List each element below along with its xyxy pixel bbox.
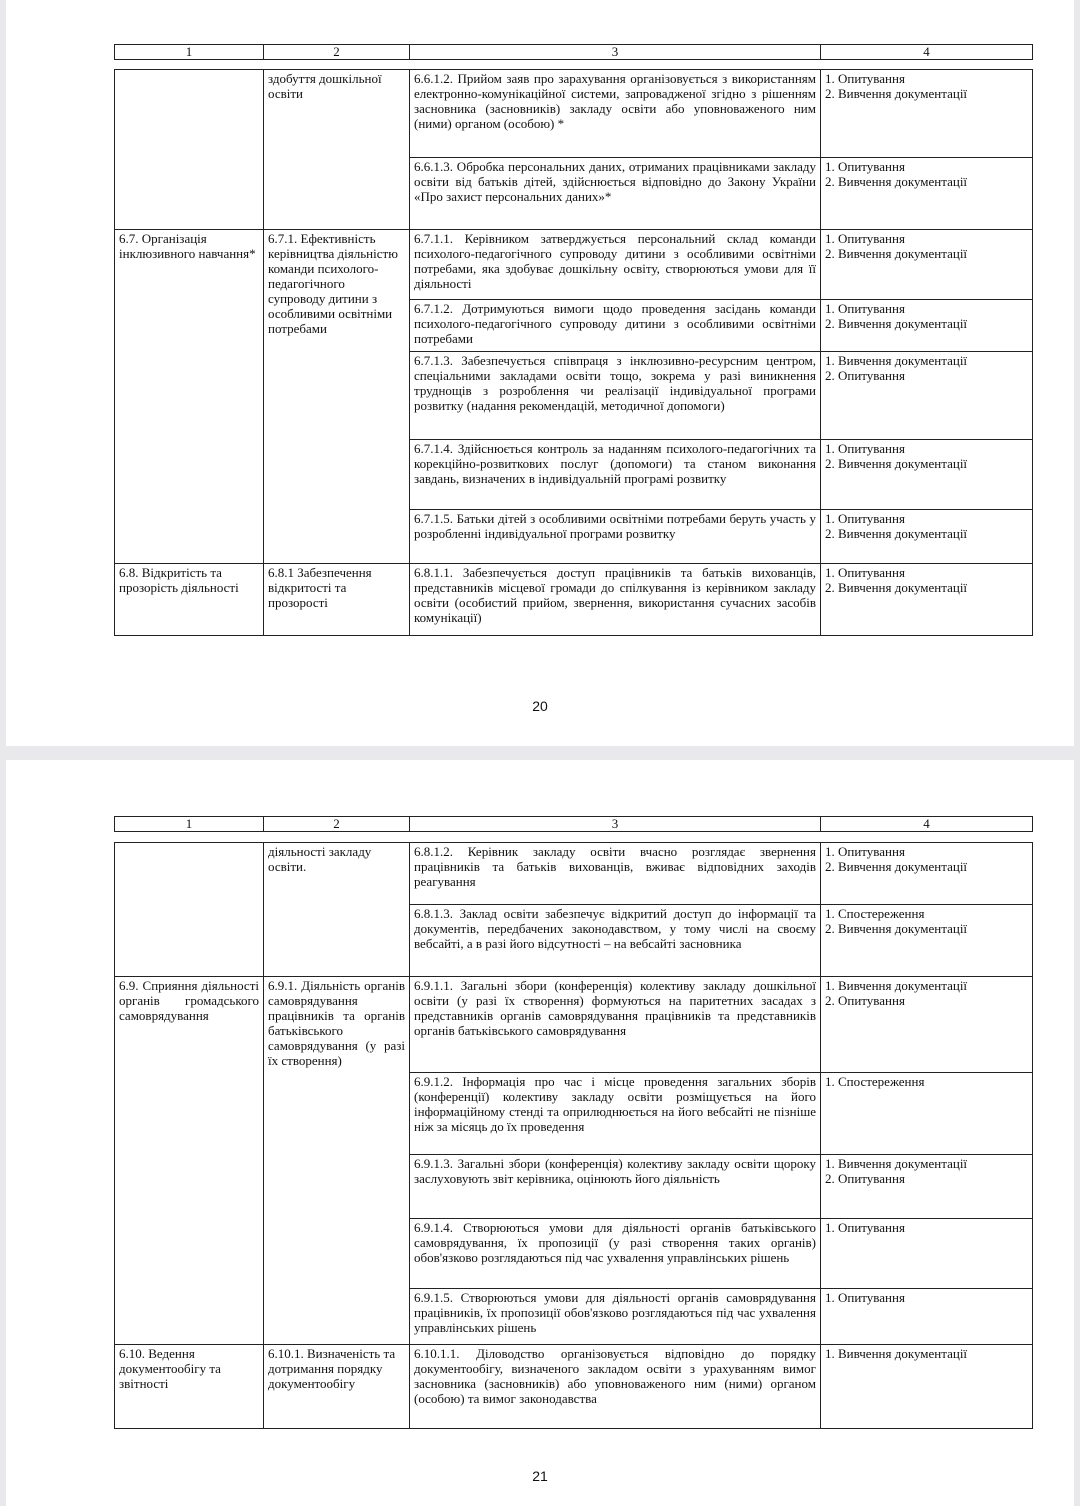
- section-6-7: 6.7. Організація інклюзивного навчання*: [115, 230, 264, 564]
- indicator-6-7-1-2: 6.7.1.2. Дотримуються вимоги щодо проведення засідань команди психолого-педагогічного супроводу дитини з особливими освітніми потребами: [410, 300, 821, 352]
- methods-cell: [821, 158, 1033, 230]
- method-item: 1. Вивчення документації: [825, 1156, 968, 1171]
- methods-cell: [821, 905, 1033, 977]
- indicator-6-9-1-3: 6.9.1.3. Загальні збори (конференція) колективу закладу освіти щороку заслуховують звіт керівника, оцінюють його діяльність: [410, 1155, 821, 1219]
- table-row: [115, 70, 1033, 158]
- column-number-header: [114, 44, 1033, 60]
- indicator-6-8-1-1: 6.8.1.1. Забезпечується доступ працівників та батьків вихованців, представників місцевої громади до спілкування із керівником закладу освіти (особистий прийом, звернення, використання сучасних засобів комунікації): [410, 564, 821, 636]
- method-item: 1. Вивчення документації: [825, 1346, 968, 1361]
- table-row: [115, 564, 1033, 636]
- section-6-10: 6.10. Ведення документообігу та звітності: [115, 1345, 264, 1429]
- methods-cell: [821, 1345, 1033, 1429]
- header-col-2: 2: [264, 817, 410, 832]
- method-item: 2. Вивчення документації: [825, 859, 968, 874]
- method-item: 1. Спостереження: [825, 906, 925, 921]
- indicator-6-9-1-1: 6.9.1.1. Загальні збори (конференція) колективу закладу дошкільної освіти (у разі їх створення) формуються на паритетних засадах з представників органів самоврядування працівників та представників органів батьківського самоврядування: [410, 977, 821, 1073]
- method-item: 1. Опитування: [825, 301, 905, 316]
- method-item: 2. Вивчення документації: [825, 456, 968, 471]
- criterion-cell: здобуття дошкільної освіти: [264, 70, 410, 230]
- methods-cell: [821, 352, 1033, 440]
- header-col-1: 1: [115, 817, 264, 832]
- section-6-8: 6.8. Відкритість та прозорість діяльності: [115, 564, 264, 636]
- method-item: 2. Вивчення документації: [825, 316, 968, 331]
- method-item: 1. Опитування: [825, 844, 905, 859]
- methods-cell: [821, 510, 1033, 564]
- header-col-1: 1: [115, 45, 264, 60]
- methods-cell: [821, 300, 1033, 352]
- method-item: 1. Опитування: [825, 1220, 905, 1235]
- header-col-3: 3: [410, 45, 821, 60]
- method-item: 1. Вивчення документації: [825, 353, 968, 368]
- criterion-6-9-1: 6.9.1. Діяльність органів самоврядування працівників та органів батьківського самоврядування (у разі їх створення): [264, 977, 410, 1345]
- indicator-6-9-1-2: 6.9.1.2. Інформація про час і місце проведення загальних зборів (конференції) колективу закладу освіти розміщується на його інформаційному стенді та оприлюднюється на його вебсайті не пізніше ніж за місяць до їх проведення: [410, 1073, 821, 1155]
- indicator-6-9-1-4: 6.9.1.4. Створюються умови для діяльності органів батьківського самоврядування, їх пропозиції (у разі створення таких органів) обов'язково розглядаються під час ухвалення управлінських рішень: [410, 1219, 821, 1289]
- criterion-6-7-1: 6.7.1. Ефективність керівництва діяльністю команди психолого-педагогічного супроводу дитини з особливими освітніми потребами: [264, 230, 410, 564]
- section-cell-empty: [115, 843, 264, 977]
- methods-cell: [821, 440, 1033, 510]
- indicator-6-6-1-3: 6.6.1.3. Обробка персональних даних, отриманих працівниками закладу освіти від батьків дітей, здійснюється відповідно до Закону України «Про захист персональних даних»*: [410, 158, 821, 230]
- method-item: 1. Спостереження: [825, 1074, 925, 1089]
- method-item: 1. Вивчення документації: [825, 978, 968, 993]
- column-number-header: [114, 816, 1033, 832]
- method-item: 1. Опитування: [825, 565, 905, 580]
- header-col-4: 4: [821, 817, 1033, 832]
- method-item: 2. Вивчення документації: [825, 580, 968, 595]
- methods-cell: [821, 977, 1033, 1073]
- indicator-6-7-1-3: 6.7.1.3. Забезпечується співпраця з інклюзивно-ресурсним центром, спеціальними закладами освіти тощо, зокрема у разі виникнення труднощів з розроблення чи реалізації індивідуальної програми розвитку (надання рекомендацій, методичної допомоги): [410, 352, 821, 440]
- method-item: 2. Вивчення документації: [825, 921, 968, 936]
- header-col-4: 4: [821, 45, 1033, 60]
- methods-cell: [821, 1073, 1033, 1155]
- header-col-2: 2: [264, 45, 410, 60]
- page-number: 21: [532, 1468, 548, 1484]
- method-item: 2. Вивчення документації: [825, 526, 968, 541]
- indicator-6-8-1-3: 6.8.1.3. Заклад освіти забезпечує відкритий доступ до інформації та документів, передбачених законодавством, у тому числі на своєму вебсайті, а в разі його відсутності – на вебсайті засновника: [410, 905, 821, 977]
- methods-cell: [821, 1289, 1033, 1345]
- method-item: 1. Опитування: [825, 511, 905, 526]
- criteria-table: [114, 842, 1033, 1429]
- method-item: 2. Вивчення документації: [825, 174, 968, 189]
- indicator-6-7-1-1: 6.7.1.1. Керівником затверджується персональний склад команди психолого-педагогічного супроводу дитини з особливими освітніми потребами, яка здобуває дошкільну освіту, створюються умови для її діяльності: [410, 230, 821, 300]
- document-page-21: [6, 760, 1074, 1506]
- criterion-cell: діяльності закладу освіти.: [264, 843, 410, 977]
- indicator-6-10-1-1: 6.10.1.1. Діловодство організовується відповідно до порядку документообігу, визначеного закладом освіти з урахуванням вимог засновника (засновників) або уповноваженого ним (ними) органом (особою) та вимог законодавства: [410, 1345, 821, 1429]
- method-item: 2. Вивчення документації: [825, 86, 968, 101]
- indicator-6-7-1-4: 6.7.1.4. Здійснюється контроль за наданням психолого-педагогічних та корекційно-розвиткових послуг (допомоги) та станом виконання завдань, визначених в індивідуальній програмі розвитку: [410, 440, 821, 510]
- methods-cell: [821, 1219, 1033, 1289]
- criterion-6-8-1: 6.8.1 Забезпечення відкритості та прозорості: [264, 564, 410, 636]
- method-item: 2. Вивчення документації: [825, 246, 968, 261]
- method-item: 1. Опитування: [825, 159, 905, 174]
- section-cell-empty: [115, 70, 264, 230]
- method-item: 1. Опитування: [825, 71, 905, 86]
- methods-cell: [821, 230, 1033, 300]
- indicator-6-9-1-5: 6.9.1.5. Створюються умови для діяльності органів самоврядування працівників, їх пропозиції обов'язково розглядаються під час ухвалення управлінських рішень: [410, 1289, 821, 1345]
- method-item: 1. Опитування: [825, 441, 905, 456]
- criterion-6-10-1: 6.10.1. Визначеність та дотримання порядку документообігу: [264, 1345, 410, 1429]
- section-6-9: 6.9. Сприяння діяльності органів громадського самоврядування: [115, 977, 264, 1345]
- table-row: [115, 230, 1033, 300]
- methods-cell: [821, 70, 1033, 158]
- criteria-table: [114, 69, 1033, 636]
- indicator-6-8-1-2: 6.8.1.2. Керівник закладу освіти вчасно розглядає звернення працівників та батьків вихованців, вживає відповідних заходів реагування: [410, 843, 821, 905]
- table-row: [115, 843, 1033, 905]
- document-page-20: [6, 0, 1074, 746]
- method-item: 1. Опитування: [825, 231, 905, 246]
- page-number: 20: [532, 698, 548, 714]
- method-item: 2. Опитування: [825, 368, 905, 383]
- table-row: [115, 1345, 1033, 1429]
- indicator-6-6-1-2: 6.6.1.2. Прийом заяв про зарахування організовується з використанням електронно-комунікаційної системи, запровадженої згідно з рішенням засновника (засновників) закладу освіти або уповноваженого ним (ними) органом (особою) *: [410, 70, 821, 158]
- methods-cell: [821, 564, 1033, 636]
- table-row: [115, 977, 1033, 1073]
- method-item: 2. Опитування: [825, 1171, 905, 1186]
- method-item: 1. Опитування: [825, 1290, 905, 1305]
- methods-cell: [821, 843, 1033, 905]
- methods-cell: [821, 1155, 1033, 1219]
- header-col-3: 3: [410, 817, 821, 832]
- indicator-6-7-1-5: 6.7.1.5. Батьки дітей з особливими освітніми потребами беруть участь у розробленні індивідуальної програми розвитку: [410, 510, 821, 564]
- method-item: 2. Опитування: [825, 993, 905, 1008]
